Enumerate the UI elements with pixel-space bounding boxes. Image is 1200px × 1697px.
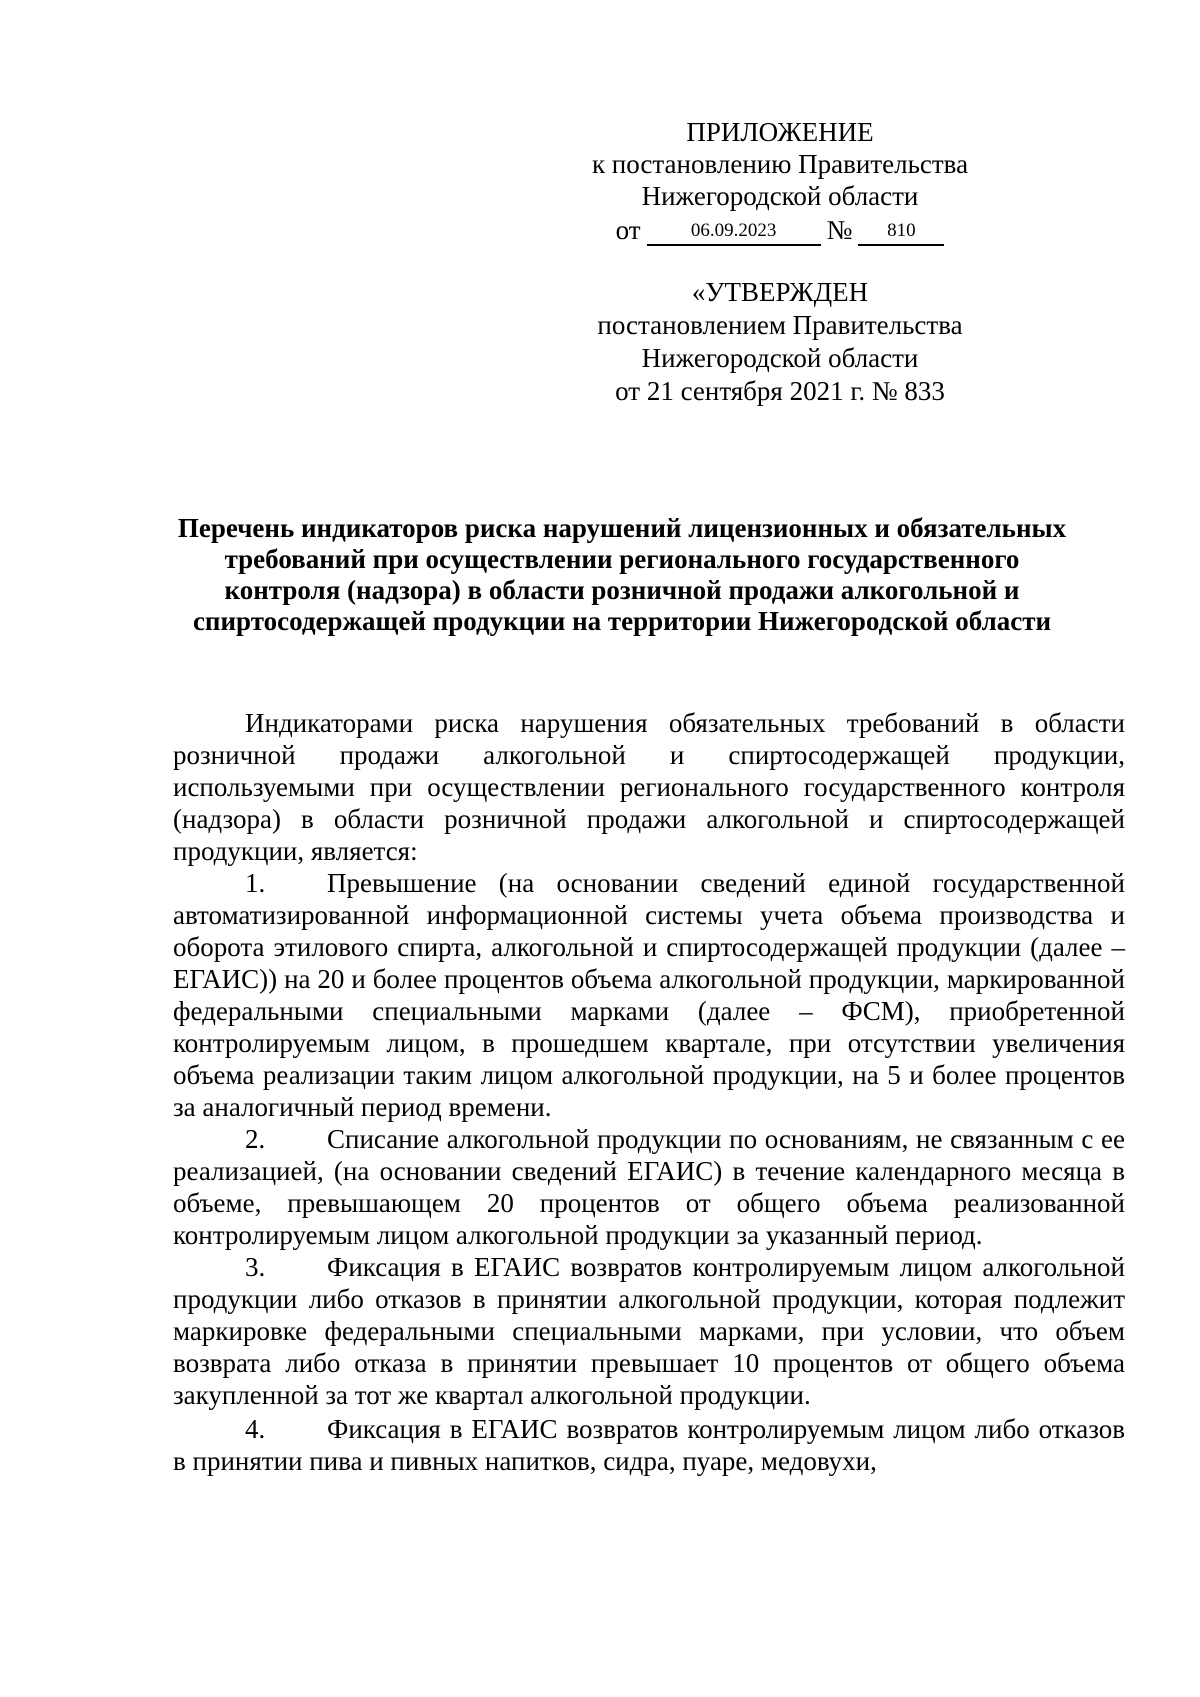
appendix-title: ПРИЛОЖЕНИЕ (686, 117, 874, 147)
document-title: Перечень индикаторов риска нарушений лицензионных и обязательных требований при осуществлении регионального государственного контроля (надзора) в области розничной продажи алкогольной и спиртосодержащей продукции на территории Нижегородской области (177, 513, 1067, 636)
item-text: Превышение (на основании сведений единой государственной автоматизированной информационной системы учета объема производства и оборота этилового спирта, алкогольной и спиртосодержащей продукции (далее – ЕГАИС)) на 20 и более процентов объема алкогольной продукции, маркированной федеральными специальными марками (далее – ФСМ), приобретенной контролируемым лицом, в прошедшем квартале, при отсутствии увеличения объема реализации таким лицом алкогольной продукции, на 5 и более процентов за аналогичный период времени. (173, 868, 1125, 1122)
appendix-header (580, 116, 980, 246)
appendix-date-row (580, 214, 980, 246)
approved-line-2: Нижегородской области (641, 343, 919, 373)
document-body (173, 707, 1125, 1477)
intro-paragraph: Индикаторами риска нарушения обязательных требований в области розничной продажи алкогольной и спиртосодержащей продукции, используемыми при осуществлении регионального государственного контроля (надзора) в области розничной продажи алкогольной и спиртосодержащей продукции, является: (173, 708, 1125, 866)
list-item (173, 867, 1125, 1123)
approved-line-1: постановлением Правительства (597, 310, 963, 340)
item-number: 1. (245, 868, 266, 898)
approved-title: «УТВЕРЖДЕН (691, 277, 869, 307)
item-number: 2. (245, 1124, 266, 1154)
appendix-line-1: к постановлению Правительства (591, 149, 969, 179)
item-text: Фиксация в ЕГАИС возвратов контролируемым лицом алкогольной продукции либо отказов в принятии алкогольной продукции, которая подлежит маркировке федеральными специальными марками, при условии, что объем возврата либо отказа в принятии превышает 10 процентов от общего объема закупленной за тот же квартал алкогольной продукции. (173, 1252, 1125, 1410)
item-text: Фиксация в ЕГАИС возвратов контролируемым лицом либо отказов в принятии пива и пивных напитков, сидра, пуаре, медовухи, (173, 1414, 1125, 1476)
appendix-date: 06.09.2023 (647, 219, 821, 246)
item-number: 4. (245, 1414, 266, 1444)
list-item (173, 1251, 1125, 1411)
date-prefix: от (615, 215, 641, 245)
item-number: 3. (245, 1252, 266, 1282)
approved-block (570, 276, 990, 408)
item-text: Списание алкогольной продукции по основаниям, не связанным с ее реализацией, (на основании сведений ЕГАИС) в течение календарного месяца в объеме, превышающем 20 процентов от общего объема реализованной контролируемым лицом алкогольной продукции за указанный период. (173, 1124, 1125, 1250)
list-item (173, 1123, 1125, 1251)
appendix-line-2: Нижегородской области (641, 181, 919, 211)
approved-line-3: от 21 сентября 2021 г. № 833 (615, 376, 945, 406)
list-item (173, 1413, 1125, 1477)
number-prefix: № (826, 215, 853, 245)
appendix-number: 810 (858, 219, 944, 246)
